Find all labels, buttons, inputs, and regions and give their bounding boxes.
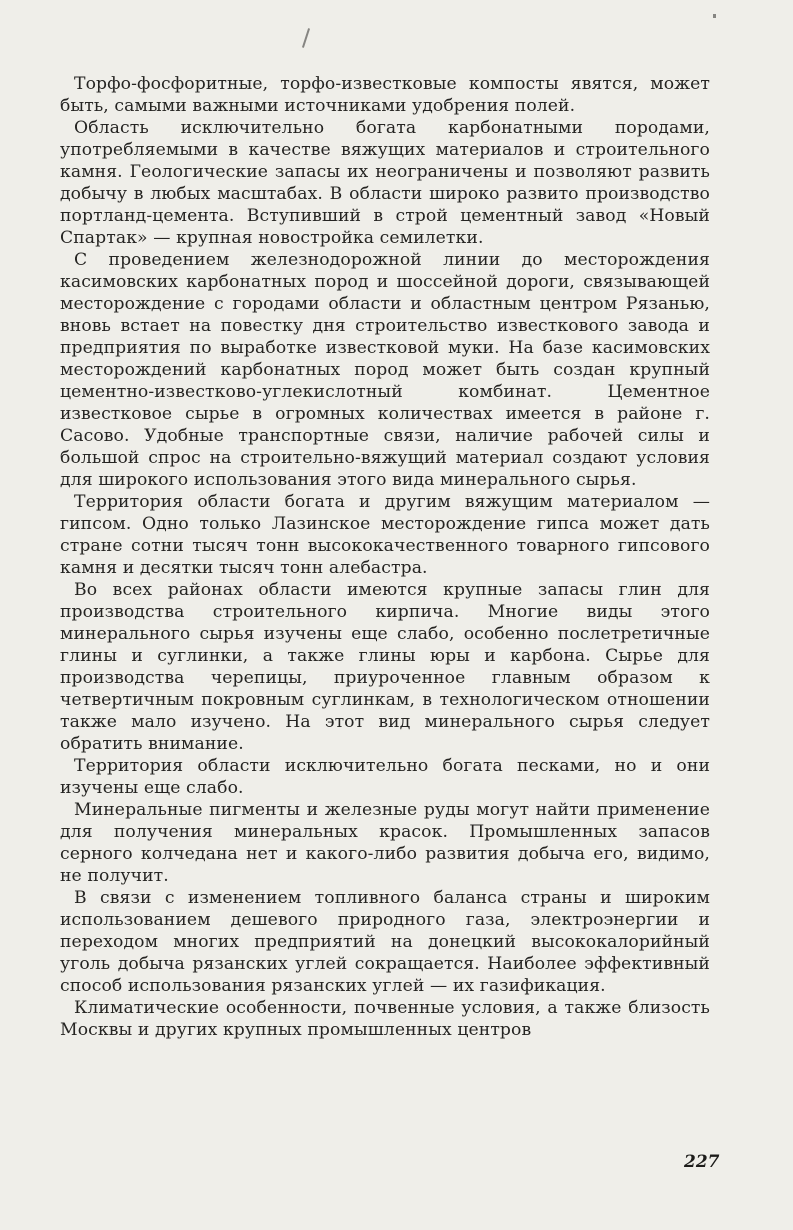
print-mark [713,14,716,18]
paragraph-sands: Территория области исключительно богата песками, но и они изучены еще слабо. [60,756,710,798]
paragraph-clays: Во всех районах области имеются крупные запасы глин для производства строительного кирпича. Многие виды этого минерального сырья изучены еще слабо, особенно послетретичные глины и суглинки, а также глины юры и карбона. Сырье для производства черепицы, приуроченное главным образом к четвертичным покровным суглинкам, в технологическом отношении также мало изучено. На этот вид минерального сырья следует обратить внимание. [60,580,710,754]
paragraph-pigments: Минеральные пигменты и железные руды могут найти применение для получения минеральных красок. Промышленных запасов серного колчедана нет и какого-либо развития добыча его, видимо, не получит. [60,800,710,886]
paragraph-climate: Климатические особенности, почвенные условия, а также близость Москвы и других крупных промышленных центров [60,998,710,1040]
paragraph-carbonate-rocks: Область исключительно богата карбонатными породами, употребляемыми в качестве вяжущих материалов и строительного камня. Геологические запасы их неограничены и позволяют развить добычу в любых масштабах. В области широко развито производство портланд-цемента. Вступивший в строй цементный завод «Новый Спартак» — крупная новостройка семилетки. [60,118,710,248]
main-text [60,73,710,1041]
page-number: 227 [684,1152,720,1172]
paragraph-gypsum: Территория области богата и другим вяжущим материалом — гипсом. Одно только Лазинское месторождение гипса может дать стране сотни тысяч тонн высококачественного товарного гипсового камня и десятки тысяч тонн алебастра. [60,492,710,578]
paragraph-kasimov-deposits: С проведением железнодорожной линии до месторождения касимовских карбонатных пород и шоссейной дороги, связывающей месторождение с городами области и областным центром Рязанью, вновь встает на повестку дня строительство известкового завода и предприятия по выработке известковой муки. На базе касимовских месторождений карбонатных пород может быть создан крупный цементно-известково-углекислотный комбинат. Цементное известковое сырье в огромных количествах имеется в районе г. Сасово. Удобные транспортные связи, наличие рабочей силы и большой спрос на строительно-вяжущий материал создают условия для широкого использования этого вида минерального сырья. [60,250,710,490]
paragraph-coal: В связи с изменением топливного баланса страны и широким использованием дешевого природного газа, электроэнергии и переходом многих предприятий на донецкий высококалорийный уголь добыча рязанских углей сокращается. Наиболее эффективный способ использования рязанских углей — их газификация. [60,888,710,996]
paragraph-composts: Торфо-фосфоритные, торфо-известковые компосты явятся, может быть, самыми важными источниками удобрения полей. [60,74,710,116]
print-mark [302,28,310,48]
